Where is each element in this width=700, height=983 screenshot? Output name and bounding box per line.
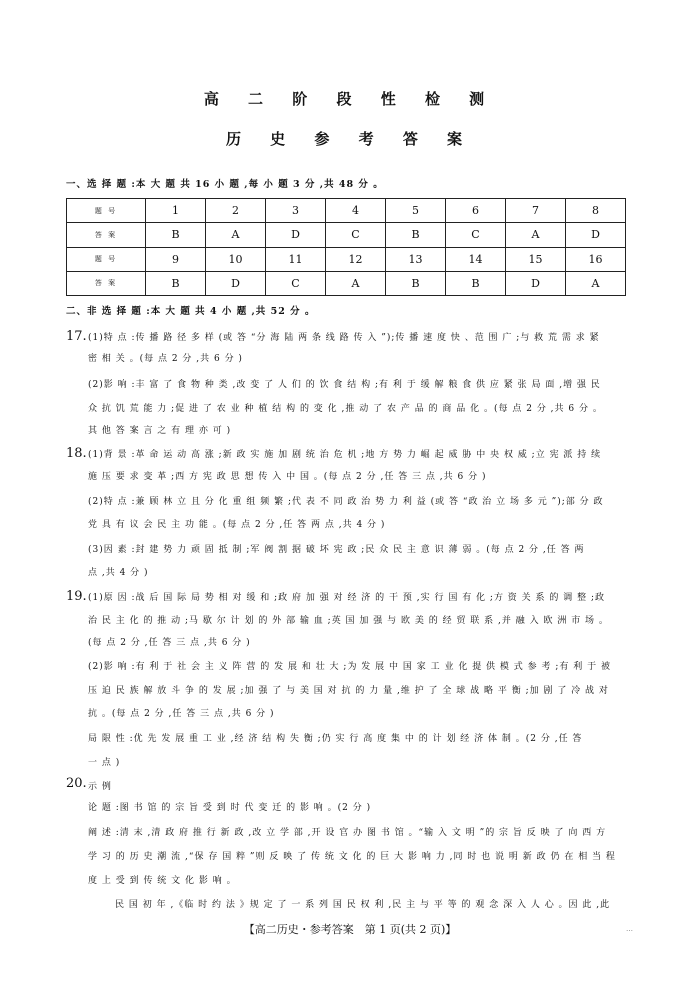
answer-line: (1)背 景 :革 命 运 动 高 涨 ;新 政 实 施 加 剧 统 治 危 机 ;地 方 势 力 崛 起 威 胁 中 央 权 威 ;立 宪 派 持 续 xyxy=(88,450,602,460)
answer-line: 度 上 受 到 传 统 文 化 影 响 。 xyxy=(88,876,237,886)
question-number: 13 xyxy=(386,247,446,271)
question-number: 10 xyxy=(206,247,266,271)
answer-line: (1)原 因 :战 后 国 际 局 势 相 对 缓 和 ;政 府 加 强 对 经 济 的 干 预 ,实 行 国 有 化 ;方 资 关 系 的 调 整 ;政 xyxy=(88,593,606,603)
question-number-17: 17. xyxy=(66,329,87,344)
question-number: 11 xyxy=(266,247,326,271)
answer-cell: D xyxy=(506,271,566,295)
answer-table xyxy=(66,198,626,296)
question-number-18: 18. xyxy=(66,446,87,461)
page-footer: 【高二历史・参考答案 第 1 页(共 2 页)】 xyxy=(243,923,457,936)
row-label-answer: 答 案 xyxy=(67,271,146,295)
answer-line: (1)特 点 :传 播 路 径 多 样 (或 答 “分 海 陆 两 条 线 路 传 入 ”);传 播 速 度 快 、范 围 广 ;与 救 荒 需 求 紧 xyxy=(88,333,600,343)
question-number: 6 xyxy=(446,199,506,223)
question-number: 16 xyxy=(566,247,626,271)
answer-line: 阐 述 :清 末 ,清 政 府 推 行 新 政 ,改 立 学 部 ,开 设 官 办 图 书 馆 。“输 入 文 明 ”的 宗 旨 反 映 了 向 西 方 xyxy=(88,828,607,838)
answer-line: 点 ,共 4 分 ) xyxy=(88,568,149,578)
question-number: 9 xyxy=(146,247,206,271)
question-number: 14 xyxy=(446,247,506,271)
section-1-heading: 一、选 择 题 :本 大 题 共 16 小 题 ,每 小 题 3 分 ,共 48 分 。 xyxy=(66,179,384,190)
answer-line: 治 民 主 化 的 推 动 ;马 歇 尔 计 划 的 外 部 输 血 ;英 国 加 强 与 欧 美 的 经 贸 联 系 ,并 融 入 欧 洲 市 场 。 xyxy=(88,616,609,626)
question-number: 8 xyxy=(566,199,626,223)
answer-line: 抗 。(每 点 2 分 ,任 答 三 点 ,共 6 分 ) xyxy=(88,709,275,719)
answer-line: (2)影 响 :有 利 于 社 会 主 义 阵 营 的 发 展 和 壮 大 ;为 发 展 中 国 家 工 业 化 提 供 模 式 参 考 ;有 利 于 被 xyxy=(88,662,611,672)
answer-cell: A xyxy=(566,271,626,295)
question-number-20: 20. xyxy=(66,776,87,791)
answer-line: 密 相 关 。(每 点 2 分 ,共 6 分 ) xyxy=(88,354,243,364)
answer-cell: D xyxy=(566,223,626,247)
question-number: 4 xyxy=(326,199,386,223)
answer-line: 学 习 的 历 史 潮 流 ,“保 存 国 粹 ”则 反 映 了 传 统 文 化 的 巨 大 影 响 力 ,同 时 也 说 明 新 政 仍 在 相 当 程 xyxy=(88,852,616,862)
answer-cell: D xyxy=(206,271,266,295)
table-row xyxy=(67,223,626,247)
table-row xyxy=(67,247,626,271)
question-number: 1 xyxy=(146,199,206,223)
answer-line: 众 抗 饥 荒 能 力 ;促 进 了 农 业 种 植 结 构 的 变 化 ,推 动 了 农 产 品 的 商 品 化 。(每 点 2 分 ,共 6 分 。 xyxy=(88,404,603,414)
question-number-19: 19. xyxy=(66,589,87,604)
question-number: 15 xyxy=(506,247,566,271)
answer-cell: A xyxy=(506,223,566,247)
table-row xyxy=(67,199,626,223)
section-2-heading: 二、非 选 择 题 :本 大 题 共 4 小 题 ,共 52 分 。 xyxy=(66,306,316,317)
row-label-answer: 答 案 xyxy=(67,223,146,247)
answer-cell: C xyxy=(266,271,326,295)
answer-line: 其 他 答 案 言 之 有 理 亦 可 ) xyxy=(88,426,232,436)
answer-line: 党 具 有 议 会 民 主 功 能 。(每 点 2 分 ,任 答 两 点 ,共 4 分 ) xyxy=(88,520,386,530)
answer-cell: A xyxy=(206,223,266,247)
row-label-question: 题 号 xyxy=(67,247,146,271)
answer-cell: B xyxy=(446,271,506,295)
table-row xyxy=(67,271,626,295)
answer-line: (每 点 2 分 ,任 答 三 点 ,共 6 分 ) xyxy=(88,638,251,648)
answer-cell: C xyxy=(326,223,386,247)
answer-cell: B xyxy=(386,223,446,247)
answer-line: (3)因 素 :封 建 势 力 顽 固 抵 制 ;军 阀 割 据 破 坏 宪 政 ;民 众 民 主 意 识 薄 弱 。(每 点 2 分 ,任 答 两 xyxy=(88,545,585,555)
answer-line: 局 限 性 :优 先 发 展 重 工 业 ,经 济 结 构 失 衡 ;仍 实 行 高 度 集 中 的 计 划 经 济 体 制 。(2 分 ,任 答 xyxy=(88,734,583,744)
row-label-question: 题 号 xyxy=(67,199,146,223)
answer-line: (2)特 点 :兼 顾 林 立 且 分 化 重 组 频 繁 ;代 表 不 同 政 治 势 力 利 益 (或 答 “政 治 立 场 多 元 ”);部 分 政 xyxy=(88,497,604,507)
answer-line: 论 题 :图 书 馆 的 宗 旨 受 到 时 代 变 迁 的 影 响 。(2 分 ) xyxy=(88,803,372,813)
answer-line: (2)影 响 :丰 富 了 食 物 种 类 ,改 变 了 人 们 的 饮 食 结 构 ;有 利 于 缓 解 粮 食 供 应 紧 张 局 面 ,增 强 民 xyxy=(88,380,601,390)
answer-cell: C xyxy=(446,223,506,247)
page-subtitle: 历 史 参 考 答 案 xyxy=(225,130,475,148)
corner-mark: … xyxy=(626,925,633,933)
question-number: 7 xyxy=(506,199,566,223)
page-title: 高 二 阶 段 性 检 测 xyxy=(203,90,497,108)
question-number: 12 xyxy=(326,247,386,271)
answer-line: 示 例 xyxy=(88,782,112,792)
question-number: 3 xyxy=(266,199,326,223)
answer-cell: A xyxy=(326,271,386,295)
answer-line: 民 国 初 年 ,《临 时 约 法 》规 定 了 一 系 列 国 民 权 利 ,民 主 与 平 等 的 观 念 深 入 人 心 。因 此 ,此 xyxy=(115,900,611,910)
answer-line: 施 压 要 求 变 革 ;西 方 宪 政 思 想 传 入 中 国 。(每 点 2 分 ,任 答 三 点 ,共 6 分 ) xyxy=(88,472,487,482)
answer-cell: B xyxy=(146,223,206,247)
answer-cell: B xyxy=(386,271,446,295)
answer-cell: D xyxy=(266,223,326,247)
question-number: 5 xyxy=(386,199,446,223)
question-number: 2 xyxy=(206,199,266,223)
answer-line: 压 迫 民 族 解 放 斗 争 的 发 展 ;加 强 了 与 美 国 对 抗 的 力 量 ,维 护 了 全 球 战 略 平 衡 ;加 剧 了 冷 战 对 xyxy=(88,686,609,696)
answer-line: 一 点 ) xyxy=(88,758,121,768)
answer-cell: B xyxy=(146,271,206,295)
